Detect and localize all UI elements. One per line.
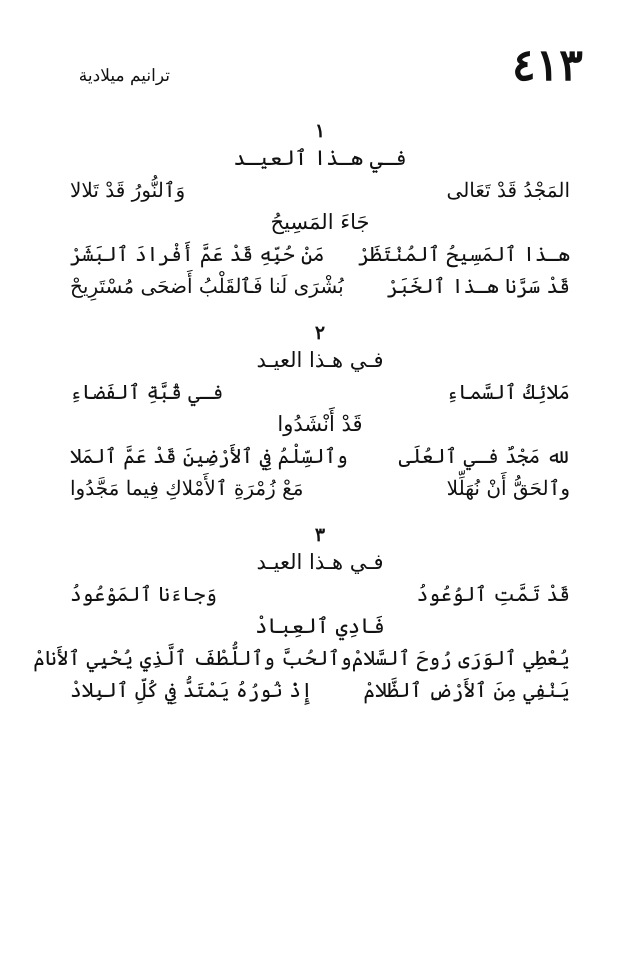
couplet-line bbox=[70, 238, 570, 270]
page-number: ٤١٣ bbox=[512, 40, 583, 91]
hemistich-left: وٱلحُبَّ وٱللُّطْفَ ٱلَّذِي يُحْيِي ٱلأَنامْ bbox=[33, 646, 352, 670]
refrain-line: جَاءَ المَسِيحُ bbox=[270, 210, 370, 234]
couplet-line bbox=[70, 270, 570, 302]
refrain-line: قَدْ أَنْشَدُوا bbox=[277, 412, 363, 436]
hemistich-left: إِذْ نُورُهُ يَمْتَدُّ فِي كُلِّ ٱلبِلادْ bbox=[70, 678, 313, 702]
hemistich-left: فـي قُبَّةِ ٱلفَضاءِ bbox=[70, 380, 224, 404]
hemistich-right: وٱلحَقُّ أَنْ نُهَلِّلا bbox=[446, 476, 570, 500]
hemistich-right: يَنْفِي مِنَ ٱلأَرْضِ ٱلظَّلامْ bbox=[363, 678, 570, 702]
hemistich-left: وٱلسِّلْمُ فِي ٱلأَرْضِينَ قَدْ عَمَّ ٱلمَلا bbox=[70, 444, 348, 468]
verse-number: ١ bbox=[314, 120, 326, 142]
hemistich-left: مَعْ زُمْرَةِ ٱلأَمْلاكِ فِيما مَجَّدُوا bbox=[70, 476, 304, 500]
hemistich-left: وَٱلنُّورُ قَدْ تَلالا bbox=[70, 178, 186, 202]
hemistich-right: قَدْ سَرَّنا هـذا ٱلخَبَرْ bbox=[386, 274, 570, 298]
verse-line bbox=[70, 578, 570, 610]
couplet-line bbox=[70, 472, 570, 504]
verse-number: ٣ bbox=[314, 524, 326, 546]
hemistich-right: المَجْدُ قَدْ تَعَالى bbox=[446, 178, 570, 202]
refrain-line: فَادِي ٱلعِبادْ bbox=[255, 614, 385, 638]
hemistich-right: قَدْ تَمَّتِ ٱلوُعُودُ bbox=[416, 582, 570, 606]
hemistich-left: مَنْ حُبِّهِ قَدْ عَمَّ أَفْرادَ ٱلبَشَرْ bbox=[70, 242, 325, 266]
couplet-line bbox=[33, 642, 570, 674]
refrain-line: فـي هـذا العيـد bbox=[256, 348, 384, 372]
couplet-line bbox=[70, 674, 570, 706]
verse-line bbox=[70, 174, 570, 206]
hemistich-right: لله مَجْدٌ فـي ٱلعُلَى bbox=[398, 444, 570, 468]
hemistich-left: وَجاءَنا ٱلمَوْعُودُ bbox=[70, 582, 217, 606]
running-title: ترانيم ميلادية bbox=[78, 66, 170, 86]
verse-1 bbox=[70, 120, 570, 302]
refrain-line: فـي هـذا العيـد bbox=[256, 550, 384, 574]
verse-3 bbox=[33, 524, 570, 706]
hemistich-right: هـذا ٱلمَسِيحُ ٱلمُنْتَظَرْ bbox=[358, 242, 570, 266]
refrain-line: فـي هـذا ٱلعيـد bbox=[233, 146, 407, 170]
couplet-line bbox=[70, 440, 570, 472]
hemistich-right: مَلائِكُ ٱلسَّماءِ bbox=[446, 380, 570, 404]
verse-line bbox=[70, 376, 570, 408]
hemistich-left: بُشْرَى لَنا فَٱلقَلْبُ أَضحَى مُسْتَرِيحْ bbox=[70, 274, 344, 298]
hemistich-right: يُعْطِي ٱلوَرَى رُوحَ ٱلسَّلامْ bbox=[351, 646, 570, 670]
verse-2 bbox=[70, 322, 570, 504]
verse-number: ٢ bbox=[314, 322, 326, 344]
